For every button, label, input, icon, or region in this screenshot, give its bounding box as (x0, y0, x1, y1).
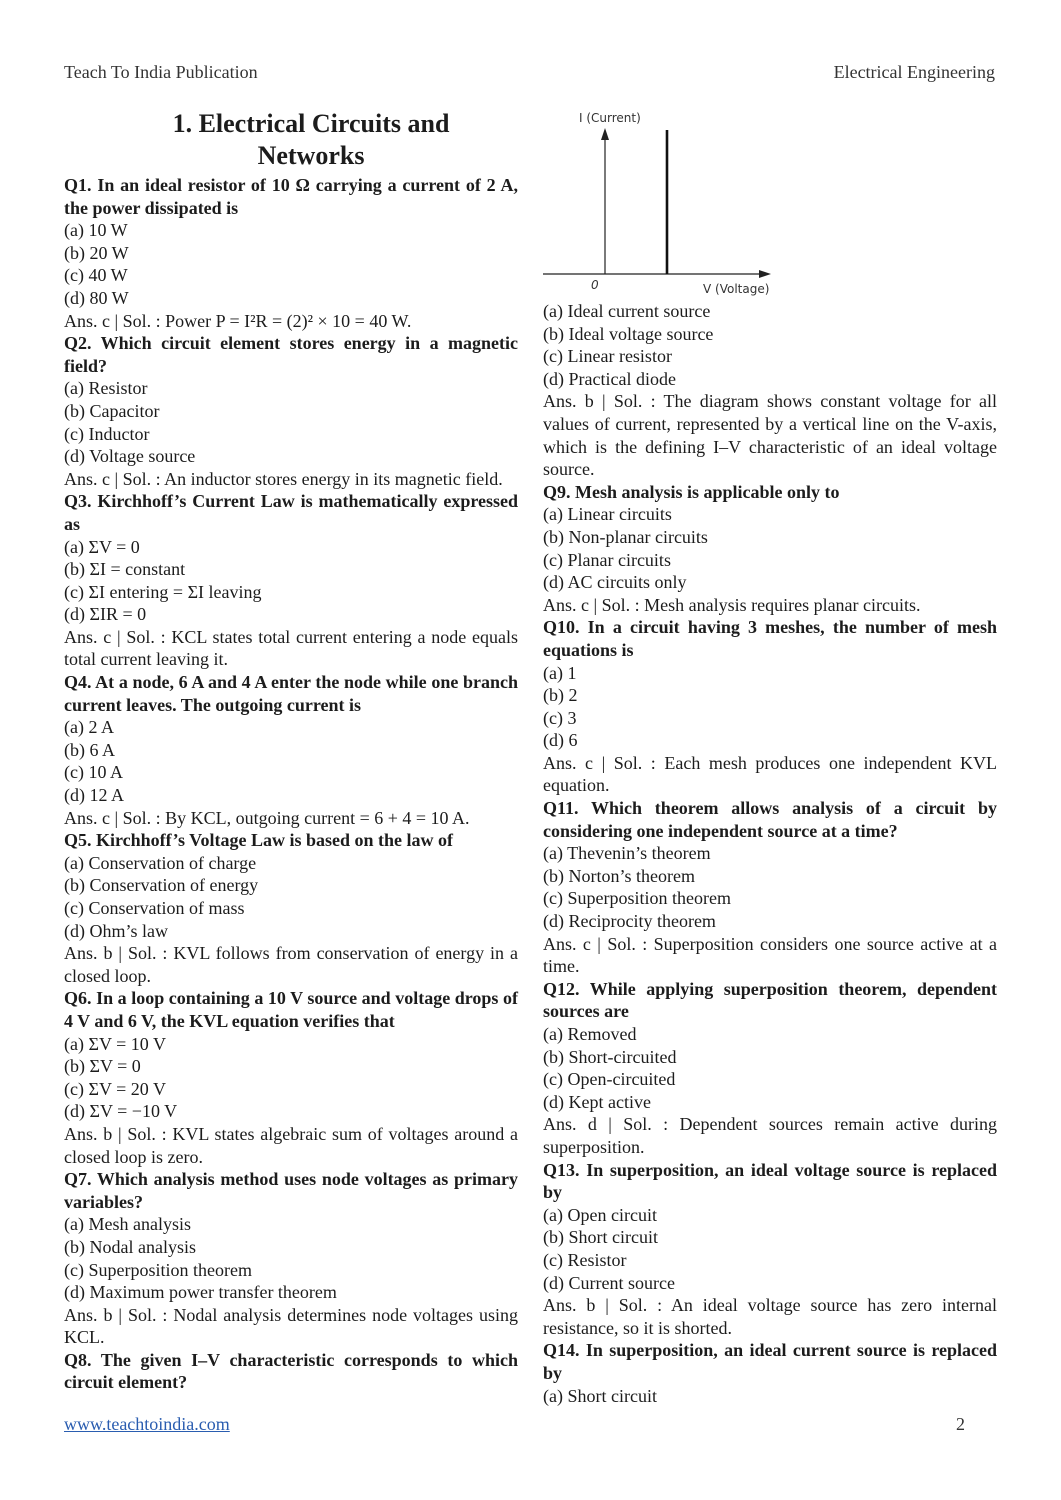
iv-graph (543, 108, 997, 298)
question-block (64, 671, 518, 829)
answer-option: (b) Nodal analysis (64, 1236, 196, 1257)
answer-option: (d) 6 (543, 730, 578, 751)
answer-option: (d) 80 W (64, 287, 129, 308)
answer-option: (a) Mesh analysis (64, 1214, 191, 1235)
answer-option: (c) ΣI entering = ΣI leaving (64, 581, 262, 602)
answer-option: (d) Kept active (543, 1091, 651, 1112)
answer-option: (b) ΣI = constant (64, 559, 186, 580)
question-text: Q5. Kirchhoff’s Voltage Law is based on the law of (64, 830, 454, 851)
question-block (64, 174, 518, 332)
answer-option: (a) 10 W (64, 220, 128, 241)
answer-solution: Ans. b | Sol. : KVL follows from conservation of energy in a closed loop. (64, 943, 518, 986)
answer-solution: Ans. c | Sol. : By KCL, outgoing current = 6 + 4 = 10 A. (64, 807, 470, 828)
answer-option: (b) ΣV = 0 (64, 1056, 141, 1077)
answer-option: (d) Voltage source (64, 446, 196, 467)
question-block (543, 616, 997, 797)
question-block (64, 1349, 518, 1394)
answer-option: (b) 20 W (64, 242, 129, 263)
chapter-title (64, 108, 518, 172)
question-text: Q10. In a circuit having 3 meshes, the number of mesh equations is (543, 617, 997, 660)
answer-solution: Ans. b | Sol. : An ideal voltage source has zero internal resistance, so it is shorted. (543, 1295, 997, 1338)
answer-option: (a) Ideal current source (543, 301, 711, 321)
current-axis-label: I (Current) (579, 111, 641, 125)
question-text: Q14. In superposition, an ideal current source is replaced by (543, 1340, 997, 1383)
answer-option: (a) Thevenin’s theorem (543, 843, 711, 864)
answer-option: (b) Ideal voltage source (543, 323, 714, 344)
question-block (543, 300, 997, 481)
answer-option: (c) 3 (543, 707, 577, 728)
answer-option: (b) 2 (543, 685, 578, 706)
answer-option: (b) Conservation of energy (64, 875, 259, 896)
answer-option: (c) Linear resistor (543, 346, 672, 367)
question-block (543, 978, 997, 1159)
question-text: Q7. Which analysis method uses node voltages as primary variables? (64, 1169, 518, 1212)
answer-solution: Ans. d | Sol. : Dependent sources remain active during superposition. (543, 1114, 997, 1157)
header-subject: Electrical Engineering (833, 62, 995, 82)
answer-option: (d) ΣV = −10 V (64, 1101, 178, 1122)
question-block (64, 490, 518, 671)
answer-solution: Ans. c | Sol. : Superposition considers one source active at a time. (543, 933, 997, 977)
question-text: Q6. In a loop containing a 10 V source and voltage drops of 4 V and 6 V, the KVL equation verifies that (64, 988, 518, 1031)
question-block (543, 1339, 997, 1407)
answer-option: (c) Superposition theorem (543, 888, 731, 909)
answer-solution: Ans. b | Sol. : Nodal analysis determines node voltages using KCL. (64, 1304, 518, 1348)
question-block (64, 1168, 518, 1349)
answer-solution: Ans. b | Sol. : The diagram shows constant voltage for all values of current, represented by a vertical line on the V-axis, which is the defining I–V characteristic of an ideal voltage source. (543, 391, 997, 480)
answer-option: (c) 40 W (64, 265, 128, 286)
question-text: Q3. Kirchhoff’s Current Law is mathematically expressed as (64, 491, 518, 534)
answer-option: (a) 2 A (64, 717, 114, 738)
answer-option: (a) Short circuit (543, 1385, 657, 1406)
question-text: Q12. While applying superposition theorem, dependent sources are (543, 978, 997, 1022)
question-block (64, 829, 518, 987)
question-text: Q2. Which circuit element stores energy in a magnetic field? (64, 333, 518, 376)
answer-option: (c) Planar circuits (543, 549, 671, 570)
answer-option: (b) Short-circuited (543, 1046, 677, 1067)
website-link[interactable]: www.teachtoindia.com (64, 1414, 230, 1434)
answer-option: (a) ΣV = 0 (64, 536, 140, 557)
answer-option: (d) AC circuits only (543, 572, 687, 593)
answer-option: (c) Superposition theorem (64, 1259, 252, 1280)
answer-option: (c) 10 A (64, 762, 123, 783)
question-text: Q13. In superposition, an ideal voltage source is replaced by (543, 1159, 997, 1203)
answer-option: (a) 1 (543, 662, 577, 683)
answer-option: (d) ΣIR = 0 (64, 604, 147, 625)
origin-label: 0 (591, 278, 599, 292)
answer-option: (b) Norton’s theorem (543, 865, 695, 886)
answer-solution: Ans. b | Sol. : KVL states algebraic sum of voltages around a closed loop is zero. (64, 1123, 518, 1167)
answer-option: (c) Conservation of mass (64, 898, 245, 918)
answer-solution: Ans. c | Sol. : Each mesh produces one independent KVL equation. (543, 752, 997, 796)
question-block (543, 797, 997, 978)
chapter-title-line1: 1. Electrical Circuits and (172, 109, 450, 138)
answer-option: (b) 6 A (64, 739, 115, 760)
header-publisher: Teach To India Publication (64, 62, 258, 82)
right-column (543, 108, 997, 1407)
answer-option: (d) Ohm’s law (64, 920, 168, 941)
question-text: Q11. Which theorem allows analysis of a circuit by considering one independent source at a time? (543, 798, 997, 841)
answer-option: (a) Linear circuits (543, 504, 672, 525)
current-axis-arrow (601, 128, 609, 140)
answer-option: (a) Open circuit (543, 1204, 657, 1225)
answer-option: (c) Open-circuited (543, 1069, 676, 1090)
question-text: Q9. Mesh analysis is applicable only to (543, 481, 840, 502)
iv-characteristic-figure (543, 108, 997, 298)
question-block (543, 1159, 997, 1340)
left-column (64, 108, 518, 1394)
question-text: Q1. In an ideal resistor of 10 Ω carrying a current of 2 A, the power dissipated is (64, 175, 518, 218)
answer-solution: Ans. c | Sol. : KCL states total current entering a node equals total current leaving it. (64, 626, 518, 670)
chapter-title-line2: Networks (257, 141, 365, 170)
answer-option: (d) 12 A (64, 785, 124, 806)
answer-option: (d) Practical diode (543, 368, 676, 389)
voltage-axis-arrow (759, 270, 771, 278)
answer-solution: Ans. c | Sol. : Power P = I²R = (2)² × 10 = 40 W. (64, 310, 412, 331)
answer-option: (a) Conservation of charge (64, 852, 257, 873)
answer-option: (d) Reciprocity theorem (543, 911, 716, 932)
answer-option: (a) Removed (543, 1024, 637, 1044)
page-number: 2 (956, 1414, 965, 1434)
answer-option: (a) Resistor (64, 378, 148, 399)
question-block (543, 481, 997, 617)
question-text: Q4. At a node, 6 A and 4 A enter the node while one branch current leaves. The outgoing current is (64, 672, 518, 715)
answer-option: (b) Short circuit (543, 1227, 658, 1248)
answer-option: (c) ΣV = 20 V (64, 1078, 166, 1099)
question-text: Q8. The given I–V characteristic corresponds to which circuit element? (64, 1349, 518, 1393)
answer-option: (c) Resistor (543, 1249, 627, 1270)
answer-solution: Ans. c | Sol. : Mesh analysis requires planar circuits. (543, 594, 921, 615)
answer-option: (d) Maximum power transfer theorem (64, 1282, 337, 1303)
answer-option: (c) Inductor (64, 423, 150, 444)
answer-option: (d) Current source (543, 1272, 675, 1293)
answer-solution: Ans. c | Sol. : An inductor stores energy in its magnetic field. (64, 468, 503, 489)
question-block (64, 332, 518, 490)
answer-option: (b) Capacitor (64, 400, 160, 421)
voltage-axis-label: V (Voltage) (703, 282, 770, 296)
answer-option: (a) ΣV = 10 V (64, 1033, 166, 1054)
question-list-left (64, 174, 518, 1394)
question-list-right (543, 300, 997, 1407)
question-block (64, 987, 518, 1168)
answer-option: (b) Non-planar circuits (543, 526, 708, 547)
